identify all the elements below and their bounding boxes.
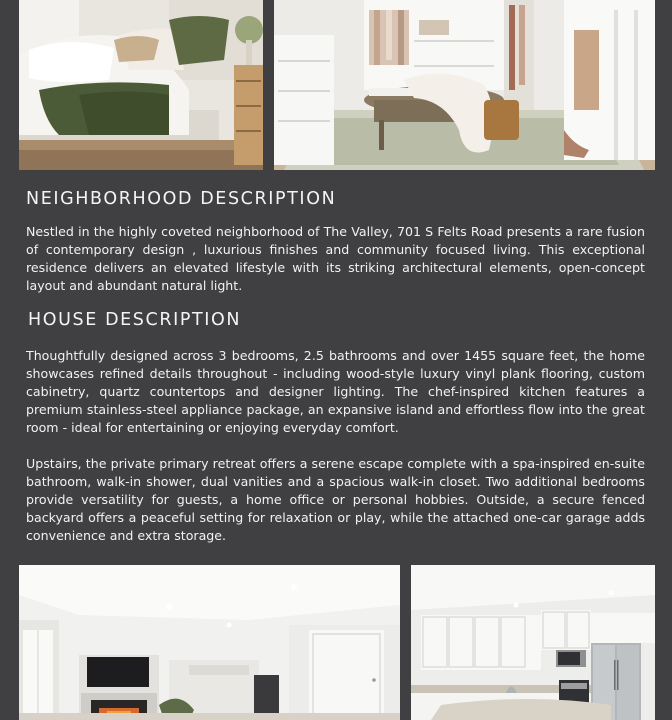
living-room-photo <box>19 565 400 720</box>
house-description-paragraph-1: Thoughtfully designed across 3 bedrooms, 2.5 bathrooms and over 1455 square feet, the home showcases refined details throughout - including wood-style luxury vinyl plank flooring, custom cabinetry, quartz countertops and designer lighting. The chef-inspired kitchen features a premium stainless-steel appliance package, an expansive island and effortless flow into the great room - ideal for entertaining or enjoying everyday comfort. <box>26 348 645 435</box>
house-description-heading: HOUSE DESCRIPTION <box>28 310 242 330</box>
neighborhood-description-heading: NEIGHBORHOOD DESCRIPTION <box>26 189 337 209</box>
neighborhood-description-text: Nestled in the highly coveted neighborhood of The Valley, 701 S Felts Road presents a rare fusion of contemporary design , luxurious finishes and community focused living. This exceptional residence delivers an elevated lifestyle with its striking architectural elements, open-concept layout and abundant natural light. <box>26 224 645 293</box>
house-description-paragraph-2: Upstairs, the private primary retreat offers a serene escape complete with a spa-inspired en-suite bathroom, walk-in shower, dual vanities and a spacious walk-in closet. Two additional bedrooms provide versatility for guests, a home office or personal hobbies. Outside, a secure fenced backyard offers a peaceful setting for relaxation or play, while the attached one-car garage adds convenience and extra storage. <box>26 456 645 543</box>
bedroom-photo <box>19 0 263 170</box>
kitchen-photo <box>411 565 655 720</box>
walk-in-closet-photo <box>274 0 655 170</box>
